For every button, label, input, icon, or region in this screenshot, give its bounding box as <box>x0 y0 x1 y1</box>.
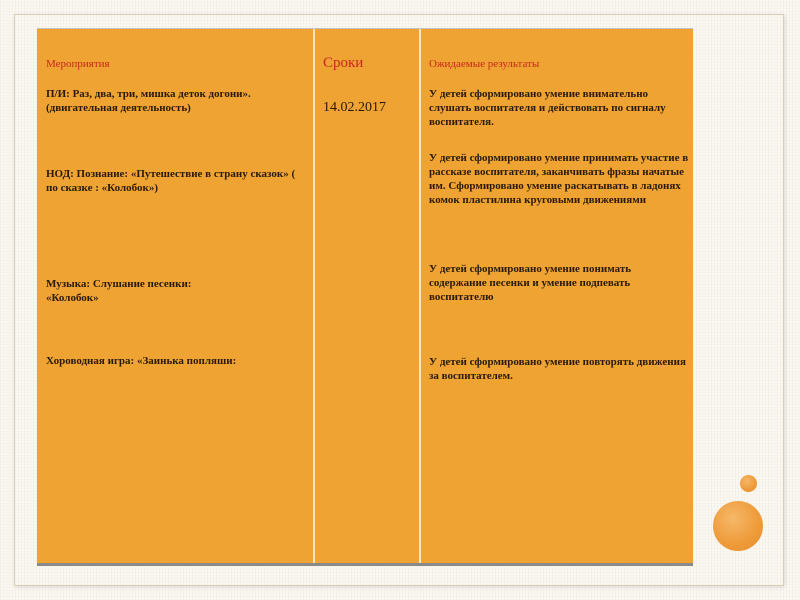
column-results <box>419 29 693 563</box>
activity-item-1: П/И: Раз, два, три, мишка деток догони». (двигательная деятельность) <box>46 88 251 114</box>
activity-item-2: НОД: Познание: «Путешествие в страну сказок» ( по сказке : «Колобок») <box>46 168 296 194</box>
deadline-date: 14.02.2017 <box>323 100 386 115</box>
activities-heading: Мероприятия <box>46 58 110 70</box>
result-item-4: У детей сформировано умение повторять движения за воспитателем. <box>429 356 686 382</box>
activity-item-3: Музыка: Слушание песенки: «Колобок» <box>46 278 192 304</box>
activity-item-4: Хороводная игра: «Заинька попляши: <box>46 355 237 367</box>
decorative-circle-large <box>713 501 763 551</box>
decorative-circle-small <box>740 475 757 492</box>
result-item-2: У детей сформировано умение принимать участие в рассказе воспитателя, заканчивать фразы начатые им. Сформировано умение раскатывать в ладонях комок пластилина круговыми движениями <box>429 152 689 206</box>
column-activities <box>37 29 313 563</box>
result-item-3: У детей сформировано умение понимать содержание песенки и умение подпевать воспитателю <box>429 263 632 303</box>
column-deadlines <box>313 29 419 563</box>
results-heading: Ожидаемые результаты <box>429 58 540 70</box>
result-item-1: У детей сформировано умение внимательно слушать воспитателя и действовать по сигналу воспитателя. <box>429 88 666 128</box>
deadlines-heading: Сроки <box>323 55 364 71</box>
plan-table <box>37 28 693 566</box>
